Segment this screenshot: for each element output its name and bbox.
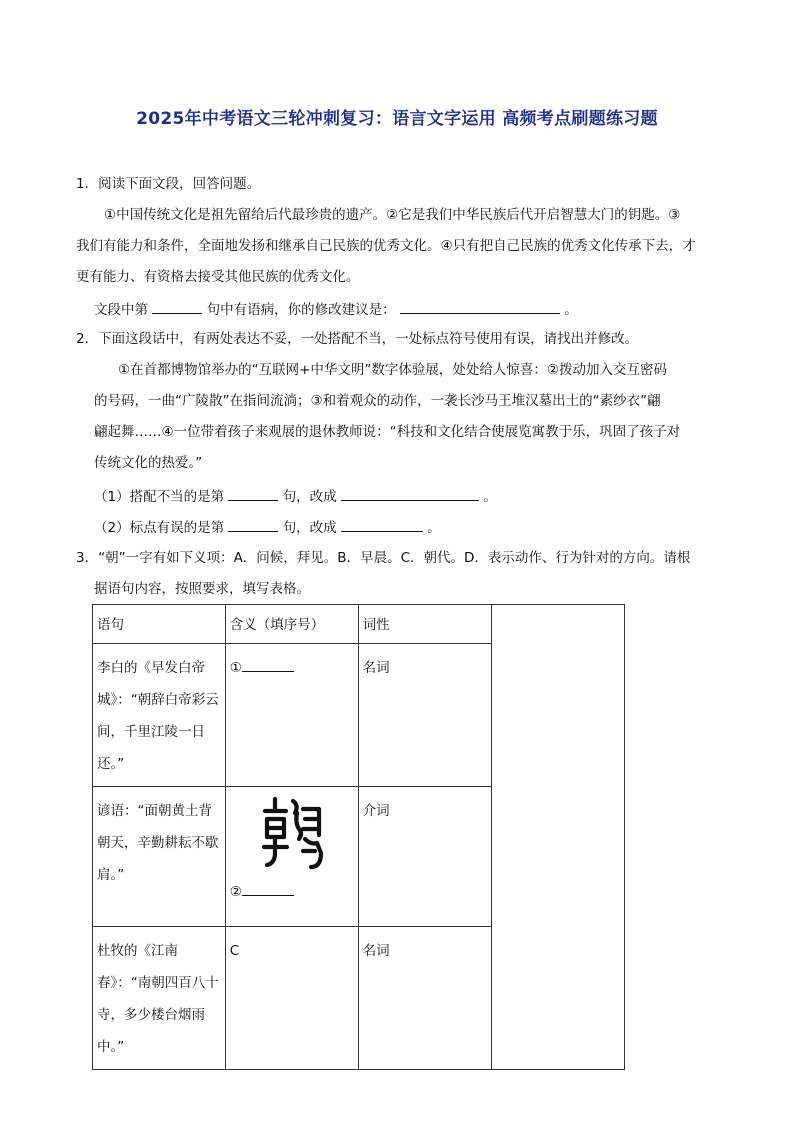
row2-meaning-cell (225, 787, 358, 927)
q2-passage-line-1: ①在首都博物馆举办的“互联网+中华文明”数字体验展，处处给人惊喜：②拨动加入交互密码 (118, 362, 668, 378)
row1-sentence: 李白的《早发白帝城》：“朝辞白帝彩云间，千里江陵一日还。” (93, 644, 226, 787)
q2-sub1-answer-blank[interactable] (341, 486, 479, 501)
row1-meaning-blank[interactable] (242, 657, 294, 672)
row1-part-of-speech: 名词 (358, 644, 492, 787)
q2-sub1-middle: 句，改成 (282, 489, 337, 505)
q2-sub2-number-blank[interactable] (228, 517, 278, 532)
q1-suggestion-blank[interactable] (400, 299, 560, 314)
q2-sub1-line (94, 486, 497, 506)
q1-passage-line-2: 我们有能力和条件，全面地发扬和继承自己民族的优秀文化。④只有把自己民族的优秀文化传承下去，才 (76, 238, 696, 254)
row1-meaning-cell (225, 644, 358, 787)
meaning-table (92, 604, 625, 1070)
document-title: 2025年中考语文三轮冲刺复习：语言文字运用 高频考点刷题练习题 (136, 109, 658, 129)
header-sentence: 语句 (93, 605, 226, 644)
q2-sub2-line (94, 517, 441, 537)
q1-question-line (94, 299, 578, 319)
q1-passage-line-3: 更有能力、有资格去接受其他民族的优秀文化。 (76, 269, 360, 285)
q2-sub1-end: 。 (483, 489, 497, 505)
header-meaning: 含义（填序号） (225, 605, 358, 644)
q2-sub2-middle: 句，改成 (282, 520, 337, 536)
q1-ask-prefix: 文段中第 (94, 302, 148, 318)
q2-sub2-end: 。 (427, 520, 441, 536)
table-header-row (93, 605, 625, 644)
q2-passage-line-2: 的号码，一曲“广陵散”在指间流淌；③和着观众的动作，一袭长沙马王堆汉墓出土的“素纱衣”翩 (94, 393, 661, 409)
q2-sub2-answer-blank[interactable] (341, 517, 423, 532)
row2-sentence: 谚语：“面朝黄土背朝天，辛勤耕耘不歇肩。” (93, 787, 226, 927)
header-part-of-speech: 词性 (358, 605, 492, 644)
row3-meaning: C (225, 927, 358, 1070)
q1-sentence-number-blank[interactable] (152, 299, 202, 314)
row3-sentence: 杜牧的《江南春》：“南朝四百八十寺，多少楼台烟雨中。” (93, 927, 226, 1070)
row3-part-of-speech: 名词 (358, 927, 492, 1070)
q3-stem-line-2: 据语句内容，按照要求，填写表格。 (94, 581, 310, 597)
q1-ask-middle: 句中有语病，你的修改建议是： (206, 302, 396, 318)
q2-sub1-number-blank[interactable] (228, 486, 278, 501)
q2-sub1-prefix: （1）搭配不当的是第 (94, 489, 225, 505)
row2-meaning-blank[interactable] (242, 881, 294, 896)
row2-meaning-line (230, 881, 354, 902)
row1-meaning-marker: ① (229, 660, 242, 676)
q2-sub2-prefix: （2）标点有误的是第 (94, 520, 225, 536)
q1-passage-line-1: ①中国传统文化是祖先留给后代最珍贵的遗产。②它是我们中华民族后代开启智慧大门的钥匙。③ (104, 207, 681, 223)
q1-ask-end: 。 (564, 302, 578, 318)
row2-part-of-speech: 介词 (358, 787, 492, 927)
row2-meaning-marker: ② (229, 884, 242, 900)
q3-stem-line-1: 3．“朝”一字有如下义项：A．问候，拜见。B．早晨。C．朝代。D．表示动作、行为针对的方向。请根 (76, 550, 691, 566)
q1-stem: 1．阅读下面文段，回答问题。 (76, 176, 261, 192)
blank-column-cell (492, 605, 625, 1070)
q2-passage-line-4: 传统文化的热爱。” (94, 455, 203, 471)
q2-stem: 2．下面这段话中，有两处表达不妥，一处搭配不当，一处标点符号使用有误，请找出并修改。 (76, 331, 639, 347)
q2-passage-line-3: 翩起舞……④一位带着孩子来观展的退休教师说：“科技和文化结合使展览寓教于乐，巩固了孩子对 (94, 424, 681, 440)
seal-script-zhao-image (259, 793, 325, 871)
